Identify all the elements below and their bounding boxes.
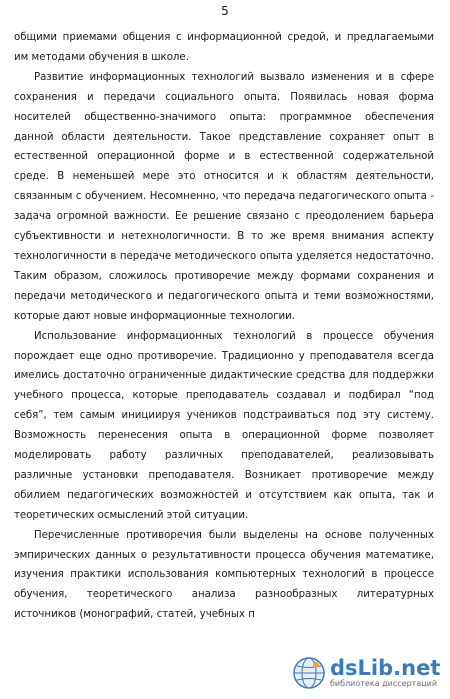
page-number: 5: [221, 4, 229, 18]
paragraph-1: общими приемами общения с информационной средой, и предлагаемыми им методами обучения в школе.: [14, 32, 434, 63]
body-text: [14, 28, 434, 625]
paragraph-3: Использование информационных технологий в процессе обучения порождает еще одно противоречие. Традиционно у преподавателя всегда имелись достаточно ограниченные дидактические средства для поддержки учебного процесса, которые преподаватель создавал и подбирал “под себя”, тем самым инициируя учеников подстраиваться под эту систему. Возможность перенесения опыта в операционной форме позволяет моделировать работу различных преподавателей, реализовывать различные установки преподавателя. Возникает противоречие между обилием педагогических возможностей и отсутствием как опыта, так и теоретических осмыслений этой ситуации.: [14, 330, 434, 521]
dslib-watermark: [292, 651, 442, 695]
paragraph-2: Развитие информационных технологий вызвало изменения и в сфере сохранения и передачи социального опыта. Появилась новая форма носителей общественно-значимого опыта: программное обеспечения данной области деятельности. Такое представление сохраняет опыт в естественной операционной форме и в естественной содержательной среде. В неменьшей мере это относится и к областям деятельности, связанным с обучением. Несомненно, что передача педагогического опыта - задача огромной важности. Ее решение связано с преодолением барьера субъективности и нетехнологичности. В то же время внимания аспекту технологичности в передаче методического опыта уделяется недостаточно. Таким образом, сложилось противоречие между формами сохранения и передачи методического и педагогического опыта и теми возможностями, которые дают новые информационные технологии.: [14, 71, 434, 322]
watermark-subtitle: библиотека диссертаций: [330, 679, 438, 688]
globe-icon: [292, 656, 326, 690]
paragraph-4: Перечисленные противоречия были выделены на основе полученных эмпирических данных о результативности процесса обучения математике, изучения практики использования компьютерных технологий в процессе обучения, теоретического анализа разнообразных литературных источников (монографий, статей, учебных п: [14, 529, 434, 621]
watermark-brand: dsLib.net: [330, 656, 441, 680]
